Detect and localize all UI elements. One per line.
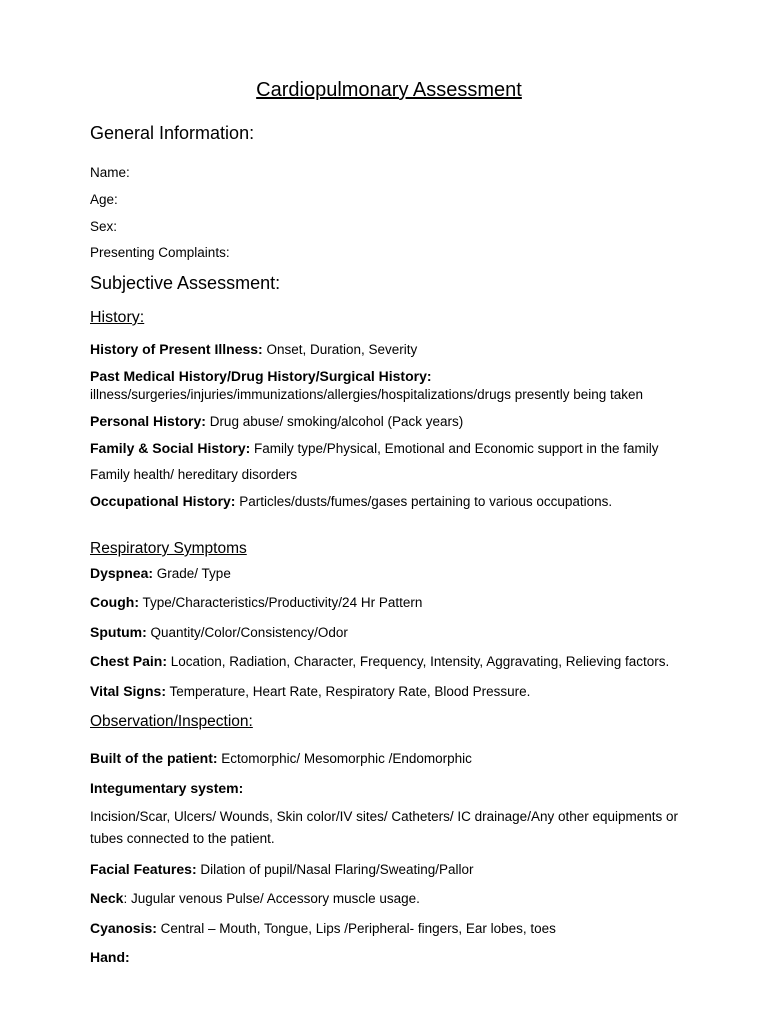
past-medical-history — [90, 369, 432, 385]
observation-inspection-heading: Observation/Inspection: — [90, 713, 253, 730]
respiratory-symptoms-heading: Respiratory Symptoms — [90, 540, 247, 557]
field-age: Age: — [90, 192, 118, 207]
item-value: Central – Mouth, Tongue, Lips /Peripheral- fingers, Ear lobes, toes — [156, 921, 556, 936]
past-medical-history-value: illness/surgeries/injuries/immunizations/allergies/hospitalizations/drugs presently being taken — [90, 387, 644, 402]
chest-pain — [90, 654, 669, 670]
item-value: Dilation of pupil/Nasal Flaring/Sweating/Pallor — [196, 862, 474, 877]
item-value: Grade/ Type — [153, 566, 231, 581]
item-value: Type/Characteristics/Productivity/24 Hr Pattern — [138, 595, 423, 610]
document-title: Cardiopulmonary Assessment — [256, 79, 522, 101]
item-label: Dyspnea: — [90, 565, 154, 581]
vital-signs — [90, 684, 530, 700]
field-presenting-complaints: Presenting Complaints: — [90, 245, 230, 260]
item-value: Particles/dusts/fumes/gases pertaining to various occupations. — [235, 494, 613, 509]
subjective-assessment-heading: Subjective Assessment: — [90, 273, 281, 293]
integumentary-system-label: Integumentary system: — [90, 780, 244, 796]
sputum — [90, 625, 348, 641]
item-label: Built of the patient: — [90, 750, 218, 766]
field-name: Name: — [90, 165, 130, 180]
item-label: Personal History: — [90, 413, 206, 429]
built-of-patient — [90, 751, 472, 767]
item-value: : Jugular venous Pulse/ Accessory muscle usage. — [123, 891, 420, 906]
family-health-line: Family health/ hereditary disorders — [90, 467, 298, 482]
item-label: Family & Social History: — [90, 440, 251, 456]
item-value: Quantity/Color/Consistency/Odor — [146, 625, 348, 640]
family-social-history — [90, 441, 658, 457]
dyspnea — [90, 566, 231, 582]
history-present-illness — [90, 342, 417, 358]
item-label: Facial Features: — [90, 861, 197, 877]
item-label: Hand: — [90, 949, 130, 965]
neck — [90, 891, 420, 907]
cough — [90, 595, 422, 611]
item-value: Drug abuse/ smoking/alcohol (Pack years) — [205, 414, 464, 429]
item-value: Ectomorphic/ Mesomorphic /Endomorphic — [217, 751, 472, 766]
general-information-heading: General Information: — [90, 123, 255, 143]
facial-features — [90, 862, 474, 878]
item-label: Cough: — [90, 594, 139, 610]
item-label: Vital Signs: — [90, 683, 166, 699]
item-label: Chest Pain: — [90, 653, 168, 669]
item-label: Occupational History: — [90, 493, 236, 509]
hand — [90, 950, 130, 966]
personal-history — [90, 414, 463, 430]
cyanosis — [90, 921, 556, 937]
item-label: Cyanosis: — [90, 920, 157, 936]
item-label: History of Present Illness: — [90, 341, 263, 357]
field-sex: Sex: — [90, 219, 118, 234]
history-heading: History: — [90, 309, 145, 326]
item-value: Family type/Physical, Emotional and Economic support in the family — [250, 441, 659, 456]
item-label: Neck — [90, 890, 124, 906]
item-value: Onset, Duration, Severity — [262, 342, 418, 357]
item-value: Location, Radiation, Character, Frequency, Intensity, Aggravating, Relieving factors. — [167, 654, 670, 669]
item-label: Sputum: — [90, 624, 147, 640]
occupational-history — [90, 494, 612, 510]
item-label: Past Medical History/Drug History/Surgical History: — [90, 368, 432, 384]
item-value: Temperature, Heart Rate, Respiratory Rate, Blood Pressure. — [165, 684, 531, 699]
integumentary-system-text: Incision/Scar, Ulcers/ Wounds, Skin color/IV sites/ Catheters/ IC drainage/Any other equipments or tubes connected to the patient. — [90, 809, 679, 846]
